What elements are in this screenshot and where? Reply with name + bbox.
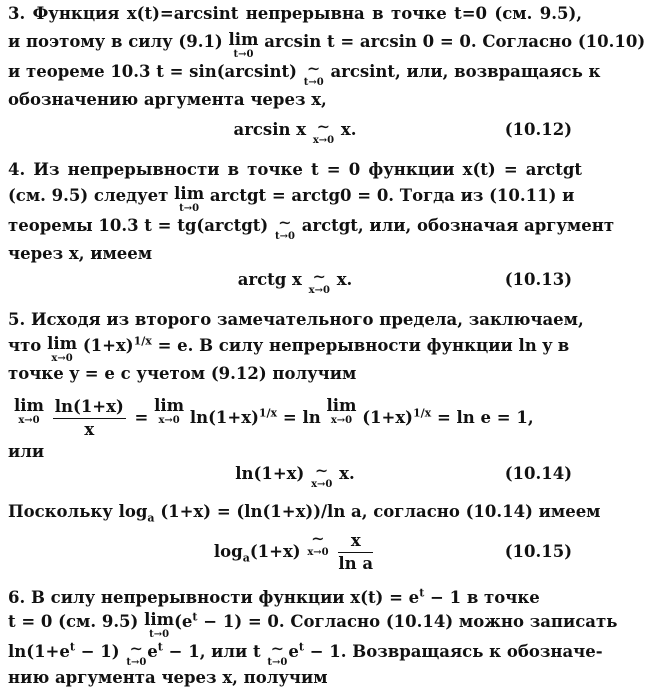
p3-line-2: и поэтому в силу (9.1) lim t→0 arcsin t = arcsin 0 = 0. Согласно (10.10): [8, 30, 645, 60]
sim-t0: ∼ t→0: [303, 59, 324, 88]
p5-line-3: точке y = e с учетом (9.12) получим: [8, 364, 357, 383]
eq-10-13: arctg x ∼ x→0 x.: [237, 267, 353, 296]
p5-line-1: 5. Исходя из второго замечательного предела, заключаем,: [8, 310, 584, 329]
p3-line-4: обозначению аргумента через x,: [8, 90, 327, 109]
eqno-10-13: (10.13): [504, 270, 572, 289]
p4-line-4: через x, имеем: [8, 244, 153, 263]
lim-t0: lim t→0: [228, 30, 259, 60]
p4-line-1: 4. Из непрерывности в точке t = 0 функции x(t) = arctgt: [8, 160, 582, 179]
eq-big-limit: lim x→0 $\frac{\ln(1+x)}{x}$ = lim x→0 $\ln(1+x)^{1/x} = \ln$ lim x→0 $(1+x)^{1/x} = \ln e = 1$,: [14, 396, 534, 439]
p3-line-1: 3. Функция x(t)=arcsint непрерывна в точке t=0 (см. 9.5),: [8, 4, 582, 23]
eqno-10-12: (10.12): [504, 120, 572, 139]
p6-line-2: t = 0 (см. 9.5) lim t→0 $(e^t - 1) = 0$. Согласно (10.14) можно записать: [8, 610, 618, 640]
p5-or: или: [8, 442, 45, 461]
p4-line-3: теоремы 10.3 t = tg(arctgt) ∼ t→0 arctgt, или, обозначая аргумент: [8, 213, 615, 242]
eqno-10-14: (10.14): [504, 464, 572, 483]
eq-10-12: arcsin x ∼ x→0 x.: [233, 117, 357, 146]
p6-line-3: $\ln(1+e^t - 1)$ ∼ t→0 $e^t - 1$, или t ∼ t→0 $e^t - 1$. Возвращаясь к обозначе-: [8, 639, 603, 668]
p4-line-2: (см. 9.5) следует lim t→0 arctgt = arctg0 = 0. Тогда из (10.11) и: [8, 184, 575, 214]
eq-10-15: $\log_a(1+x)$ ∼ x→0 $\frac{x}{\text{ln a}}$: [213, 529, 374, 573]
p5b-line-1: Поскольку $\log_a (1+x) = (\ln(1+x))/\ln$ a, согласно (10.14) имеем: [8, 502, 601, 525]
p3-line-3: и теореме 10.3 t = sin(arcsint) ∼ t→0 arcsint, или, возвращаясь к: [8, 59, 601, 88]
p6-line-1: 6. В силу непрерывности функции $x(t) = e^t - 1$ в точке: [8, 586, 540, 607]
p6-line-4: нию аргумента через x, получим: [8, 668, 328, 687]
eq-10-14: ln(1+x) ∼ x→0 x.: [235, 461, 355, 490]
eqno-10-15: (10.15): [504, 542, 572, 561]
p5-line-2: что lim x→0 $(1+x)^{1/x} = e$. В силу непрерывности функции ln y в: [8, 334, 570, 364]
